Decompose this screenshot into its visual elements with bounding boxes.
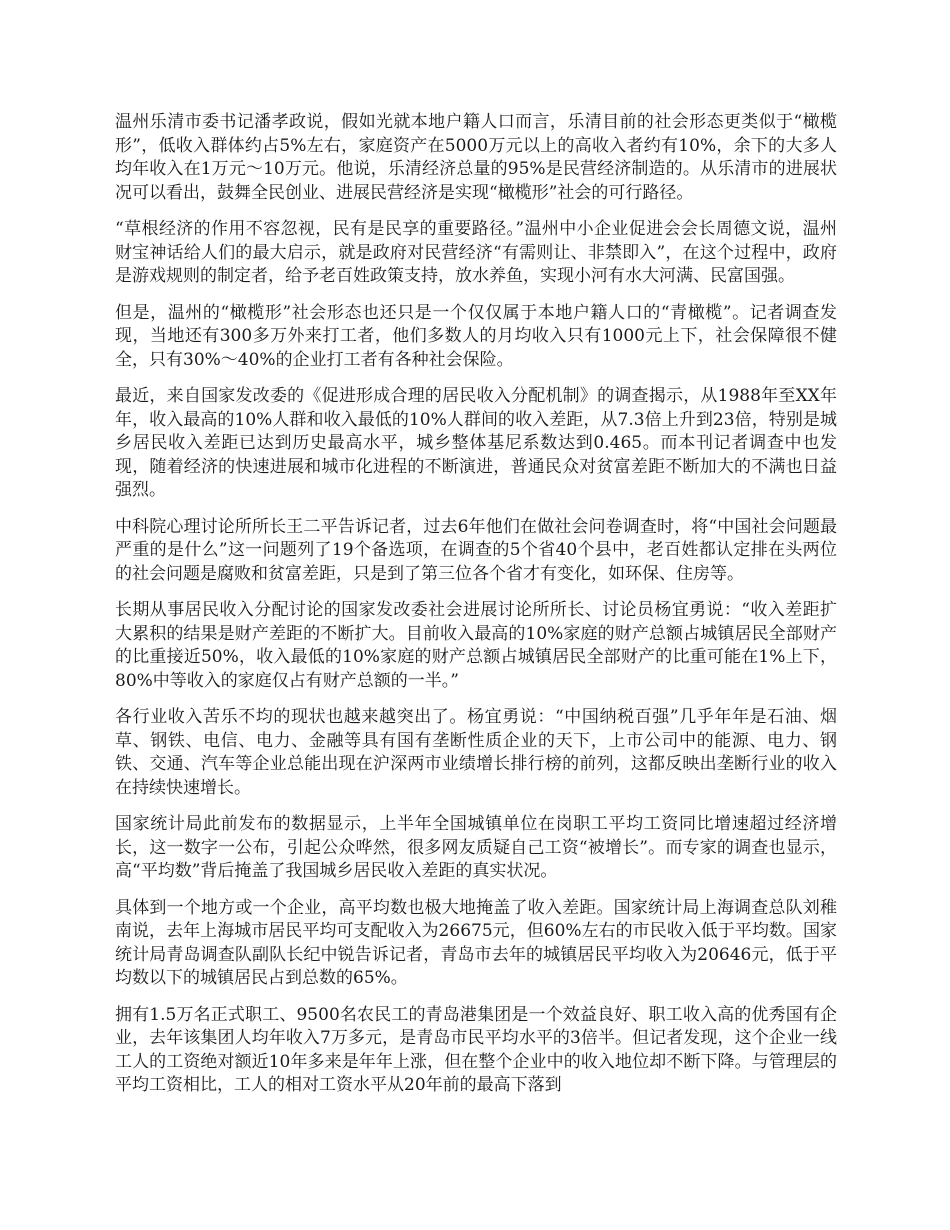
paragraph-9: 具体到一个地方或一个企业，高平均数也极大地掩盖了收入差距。国家统计局上海调查总队刘稚南说，去年上海城市居民平均可支配收入为26675元，但60%左右的市民收入低于平均数。国家统计局青岛调查队副队长纪中锐告诉记者，青岛市去年的城镇居民平均收入为20646元，低于平均数以下的城镇居民占到总数的65%。 [115, 897, 837, 988]
paragraph-5: 中科院心理讨论所所长王二平告诉记者，过去6年他们在做社会问卷调查时，将“中国社会问题最严重的是什么”这一问题列了19个备选项，在调查的5个省40个县中，老百姓都认定排在头两位的社会问题是腐败和贫富差距，只是到了第三位各个省才有变化，如环保、住房等。 [115, 516, 837, 584]
paragraph-8: 国家统计局此前发布的数据显示，上半年全国城镇单位在岗职工平均工资同比增速超过经济增长，这一数字一公布，引起公众哗然，很多网友质疑自己工资“被增长”。而专家的调查也显示，高“平均数”背后掩盖了我国城乡居民收入差距的真实状况。 [115, 814, 837, 881]
document-body [115, 111, 837, 1111]
paragraph-3: 但是，温州的“橄榄形”社会形态也还只是一个仅仅属于本地户籍人口的“青橄榄”。记者调查发现，当地还有300多万外来打工者，他们多数人的月均收入只有1000元上下，社会保障很不健全，只有30%～40%的企业打工者有各种社会保险。 [115, 302, 837, 370]
paragraph-1: 温州乐清市委书记潘孝政说，假如光就本地户籍人口而言，乐清目前的社会形态更类似于“橄榄形”，低收入群体约占5%左右，家庭资产在5000万元以上的高收入者约有10%，余下的大多人均年收入在1万元～10万元。他说，乐清经济总量的95%是民营经济制造的。从乐清市的进展状况可以看出，鼓舞全民创业、进展民营经济是实现“橄榄形”社会的可行路径。 [115, 112, 837, 203]
paragraph-7: 各行业收入苦乐不均的现状也越来越突出了。杨宜勇说：“中国纳税百强”几乎年年是石油、烟草、钢铁、电信、电力、金融等具有国有垄断性质企业的天下，上市公司中的能源、电力、钢铁、交通、汽车等企业总能出现在沪深两市业绩增长排行榜的前列，这都反映出垄断行业的收入在持续快速增长。 [115, 707, 837, 798]
paragraph-10: 拥有1.5万名正式职工、9500名农民工的青岛港集团是一个效益良好、职工收入高的优秀国有企业，去年该集团人均年收入7万多元，是青岛市民平均水平的3倍半。但记者发现，这个企业一线工人的工资绝对额近10年多来是年年上涨，但在整个企业中的收入地位却不断下降。与管理层的平均工资相比，工人的相对工资水平从20年前的最高下落到 [115, 1004, 837, 1095]
paragraph-2: “草根经济的作用不容忽视，民有是民享的重要路径。”温州中小企业促进会会长周德文说，温州财宝神话给人们的最大启示，就是政府对民营经济“有需则让、非禁即入”，在这个过程中，政府是游戏规则的制定者，给予老百姓政策支持，放水养鱼，实现小河有水大河满、民富国强。 [115, 219, 837, 286]
paragraph-4: 最近，来自国家发改委的《促进形成合理的居民收入分配机制》的调查揭示，从1988年至XX年年，收入最高的10%人群和收入最低的10%人群间的收入差距，从7.3倍上升到23倍，特别是城乡居民收入差距已达到历史最高水平，城乡整体基尼系数达到0.465。而本刊记者调查中也发现，随着经济的快速进展和城市化进程的不断演进，普通民众对贫富差距不断加大的不满也日益强烈。 [115, 386, 837, 500]
paragraph-6: 长期从事居民收入分配讨论的国家发改委社会进展讨论所所长、讨论员杨宜勇说：“收入差距扩大累积的结果是财产差距的不断扩大。目前收入最高的10%家庭的财产总额占城镇居民全部财产的比重接近50%，收入最低的10%家庭的财产总额占城镇居民全部财产的比重可能在1%上下，80%中等收入的家庭仅占有财产总额的一半。” [115, 600, 837, 691]
